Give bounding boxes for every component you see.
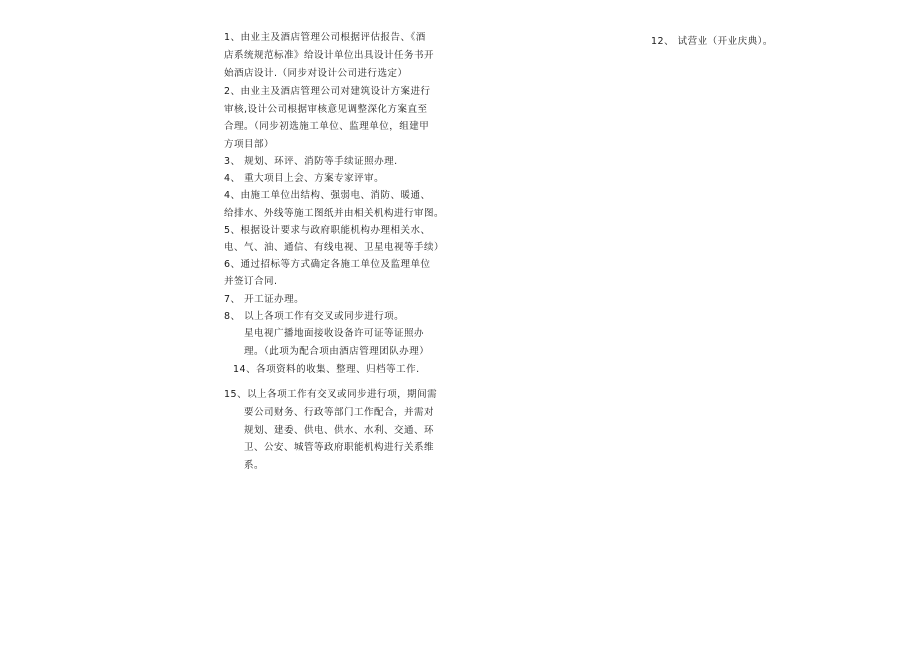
text-line: 方项目部）	[224, 139, 275, 150]
text-line: 店系统规范标准》给设计单位出具设计任务书开	[224, 50, 435, 61]
text-line: 15、以上各项工作有交叉或同步进行项，期间需	[224, 389, 438, 400]
text-line: 理。（此项为配合项由酒店管理团队办理）	[244, 346, 430, 357]
text-line: 要公司财务、行政等部门工作配合，并需对	[244, 407, 435, 418]
text-line: 并签订合同.	[224, 276, 278, 287]
text-line: 系。	[244, 460, 265, 471]
text-line: 12、 试营业（开业庆典）。	[651, 36, 773, 47]
text-line: 规划、建委、供电、供水、水利、交通、环	[244, 425, 435, 436]
text-line: 审核,设计公司根据审核意见调整深化方案直至	[224, 104, 428, 115]
text-line: 2、由业主及酒店管理公司对建筑设计方案进行	[224, 86, 431, 97]
text-line: 4、 重大项目上会、方案专家评审。	[224, 173, 385, 184]
text-line: 星电视广播地面接收设备许可证等证照办	[244, 328, 425, 339]
text-line: 8、 以上各项工作有交叉或同步进行项。	[224, 311, 405, 322]
text-line: 给排水、外线等施工图纸并由相关机构进行审图。	[224, 208, 445, 219]
text-line: 始酒店设计.（同步对设计公司进行选定）	[224, 68, 408, 79]
text-line: 卫、公安、城管等政府职能机构进行关系维	[244, 442, 435, 453]
text-line: 7、 开工证办理。	[224, 294, 305, 305]
text-line: 合理。（同步初选施工单位、监理单位，组建甲	[224, 121, 430, 132]
text-line: 电、气、油、通信、有线电视、卫星电视等手续）	[224, 242, 445, 253]
text-line: 3、 规划、环评、消防等手续证照办理.	[224, 156, 398, 167]
text-line: 5、根据设计要求与政府职能机构办理相关水、	[224, 225, 431, 236]
text-line: 4、由施工单位出结构、强弱电、消防、暖通、	[224, 190, 431, 201]
text-line: 1、由业主及酒店管理公司根据评估报告、《酒	[224, 32, 426, 43]
text-line: 14、各项资料的收集、整理、归档等工作.	[233, 364, 420, 375]
text-line: 6、通过招标等方式确定各施工单位及监理单位	[224, 259, 431, 270]
